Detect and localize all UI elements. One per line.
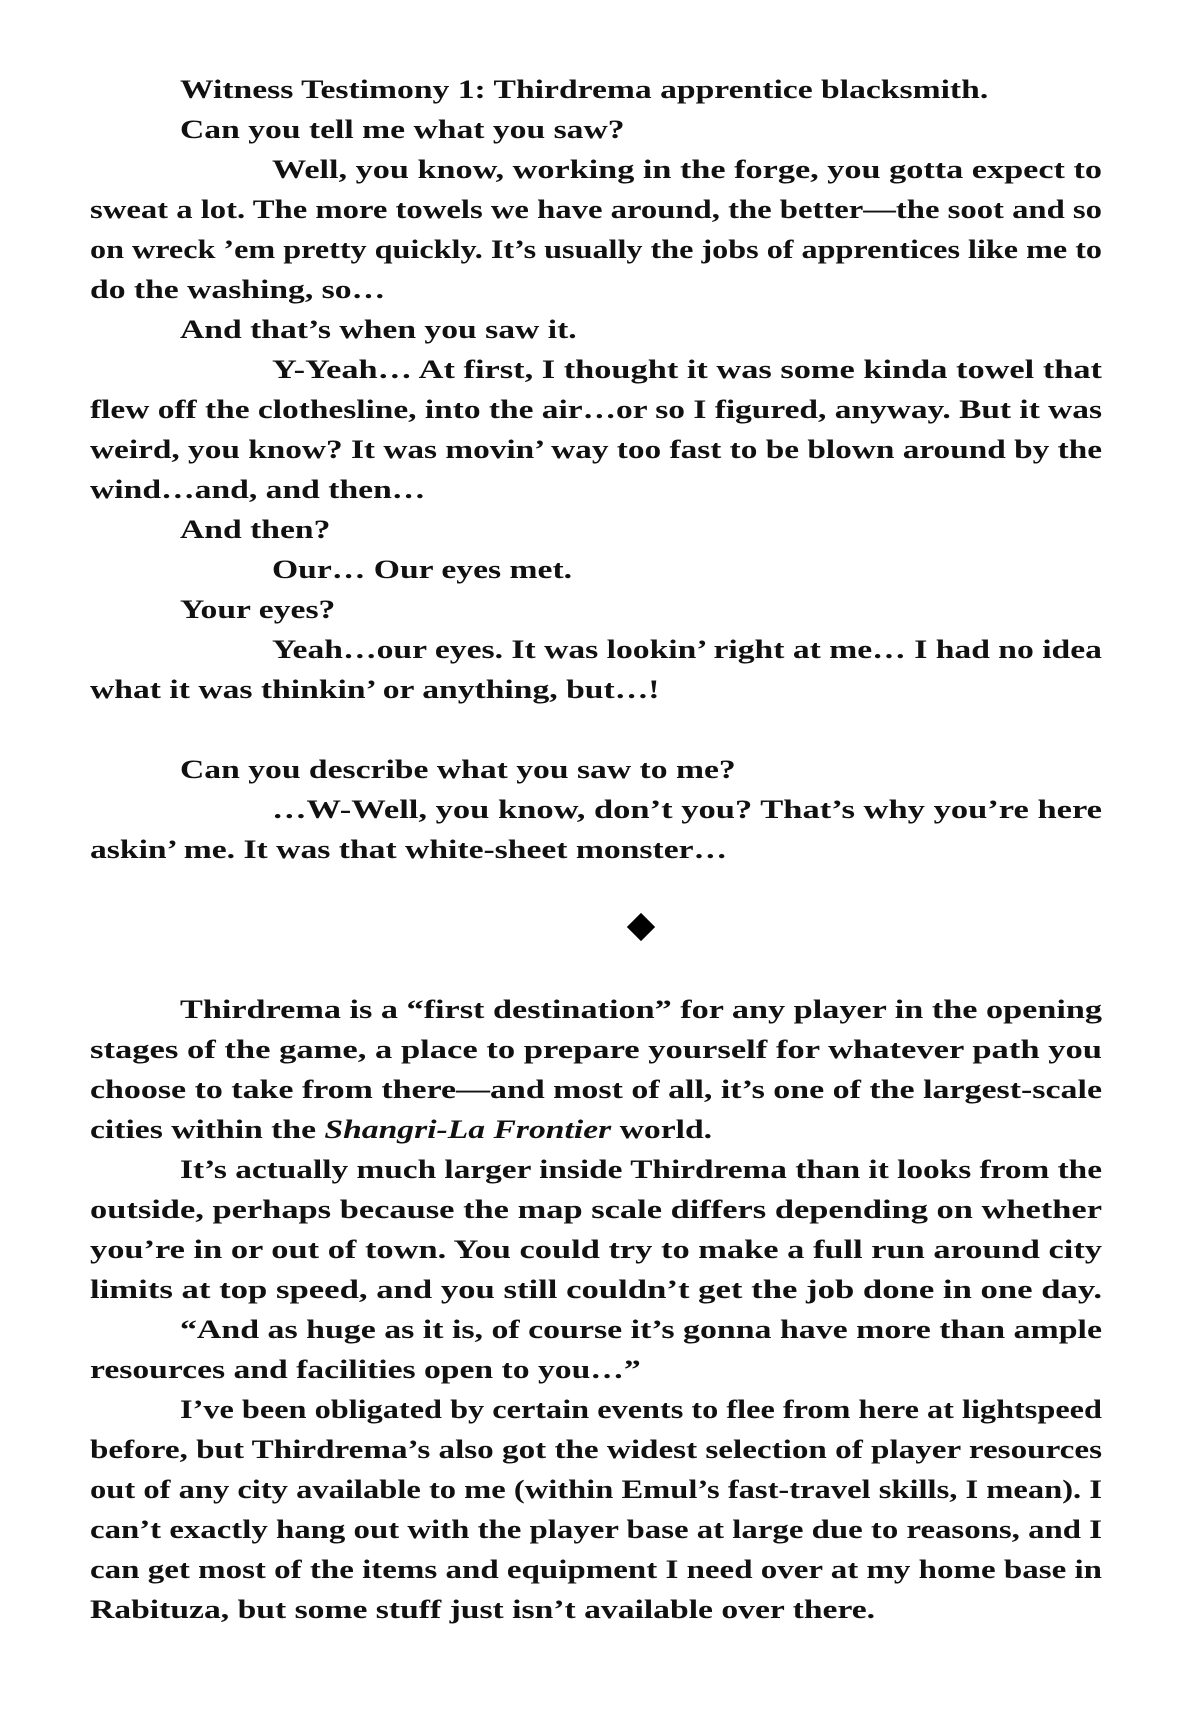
line-text: world.	[611, 1115, 713, 1144]
scene-break-diamond-icon	[627, 913, 655, 941]
line-text: Thirdrema is a “first destination” for any player in the opening	[180, 995, 1102, 1024]
text-line	[90, 437, 1102, 463]
line-text: can’t exactly hang out with the player base at large due to reasons, and I	[90, 1515, 1102, 1544]
text-line	[90, 237, 1102, 263]
text-line	[272, 357, 1102, 383]
text-line	[90, 1237, 1102, 1263]
text-line	[272, 157, 1102, 183]
text-line	[90, 1557, 1102, 1583]
line-text: weird, you know? It was movin’ way too fast to be blown around by the	[90, 435, 1102, 464]
line-text: Rabituza, but some stuff just isn’t available over there.	[90, 1595, 876, 1624]
line-text: do the washing, so…	[90, 275, 386, 304]
line-text: Can you describe what you saw to me?	[180, 755, 736, 784]
text-line	[90, 397, 1102, 423]
text-line	[272, 557, 572, 583]
line-text: Can you tell me what you saw?	[180, 115, 625, 144]
text-line	[90, 197, 1102, 223]
line-text: out of any city available to me (within Emul’s fast-travel skills, I mean). I	[90, 1475, 1102, 1504]
text-line	[90, 1477, 1102, 1503]
line-text: on wreck ’em pretty quickly. It’s usually the jobs of apprentices like me to	[90, 235, 1102, 264]
line-text: limits at top speed, and you still couldn’t get the job done in one day.	[90, 1275, 1102, 1304]
line-text: what it was thinkin’ or anything, but…!	[90, 675, 660, 704]
line-text: choose to take from there—and most of all, it’s one of the largest-scale	[90, 1075, 1102, 1104]
line-text: Well, you know, working in the forge, you gotta expect to	[272, 155, 1102, 184]
text-line	[180, 997, 1102, 1023]
line-text: “And as huge as it is, of course it’s gonna have more than ample	[180, 1315, 1102, 1344]
text-line	[90, 837, 727, 863]
line-text: wind…and, and then…	[90, 475, 426, 504]
line-text: sweat a lot. The more towels we have around, the better—the soot and so	[90, 195, 1102, 224]
line-text: Our… Our eyes met.	[272, 555, 573, 584]
text-line	[180, 597, 335, 623]
line-text: before, but Thirdrema’s also got the widest selection of player resources	[90, 1435, 1102, 1464]
text-line	[180, 1157, 1102, 1183]
line-text: can get most of the items and equipment I need over at my home base in	[90, 1555, 1102, 1584]
text-line	[180, 1397, 1102, 1423]
text-line	[90, 477, 425, 503]
text-line	[180, 1317, 1102, 1343]
text-line	[90, 1037, 1102, 1063]
text-line	[90, 677, 660, 703]
line-text: outside, perhaps because the map scale differs depending on whether	[90, 1195, 1102, 1224]
text-line	[180, 117, 625, 143]
line-text: Y-Yeah… At first, I thought it was some kinda towel that	[272, 355, 1102, 384]
text-line	[90, 277, 385, 303]
italic-title: Shangri-La Frontier	[324, 1115, 612, 1144]
line-text: I’ve been obligated by certain events to flee from here at lightspeed	[180, 1395, 1102, 1424]
line-text: askin’ me. It was that white-sheet monster…	[90, 835, 728, 864]
text-line	[90, 1117, 712, 1143]
line-text: cities within the	[90, 1115, 325, 1144]
line-text: stages of the game, a place to prepare yourself for whatever path you	[90, 1035, 1102, 1064]
text-line	[90, 1357, 641, 1383]
text-line	[90, 1517, 1102, 1543]
text-line	[272, 797, 1102, 823]
line-text: …W-Well, you know, don’t you? That’s why you’re here	[272, 795, 1102, 824]
text-line	[180, 77, 988, 103]
line-text: resources and facilities open to you…”	[90, 1355, 641, 1384]
text-line	[272, 637, 1102, 663]
text-line	[90, 1437, 1102, 1463]
text-line	[90, 1197, 1102, 1223]
line-text: Yeah…our eyes. It was lookin’ right at me… I had no idea	[272, 635, 1102, 664]
text-line	[180, 317, 577, 343]
line-text: It’s actually much larger inside Thirdrema than it looks from the	[180, 1155, 1102, 1184]
text-line	[90, 1077, 1102, 1103]
text-line	[180, 517, 330, 543]
line-text: And that’s when you saw it.	[180, 315, 577, 344]
text-line	[90, 1597, 875, 1623]
line-text: Witness Testimony 1: Thirdrema apprentice blacksmith.	[180, 75, 989, 104]
text-line	[180, 757, 736, 783]
line-text: you’re in or out of town. You could try to make a full run around city	[90, 1235, 1102, 1264]
line-text: flew off the clothesline, into the air…or so I figured, anyway. But it was	[90, 395, 1102, 424]
line-text: Your eyes?	[180, 595, 336, 624]
line-text: And then?	[180, 515, 331, 544]
text-line	[90, 1277, 1102, 1303]
